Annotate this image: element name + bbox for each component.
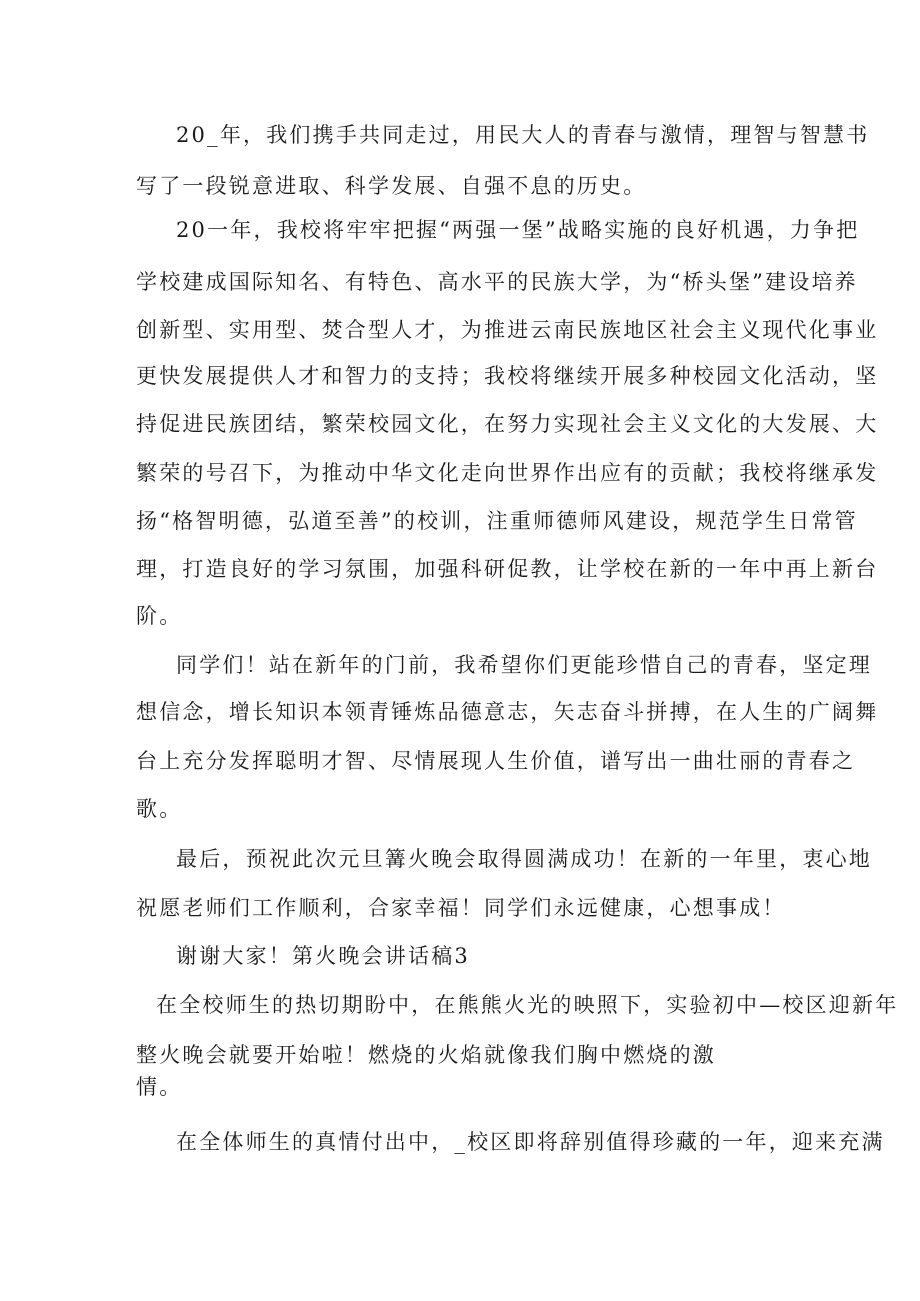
text-line-5: 创新型、实用型、焚合型人才，为推进云南民族地区社会主义现代化事业 xyxy=(136,318,879,342)
text-line-1: 20_年，我们携手共同走过，用民大人的青春与激情，理智与智慧书 xyxy=(176,123,870,147)
text-line-11: 阶。 xyxy=(136,604,183,628)
text-line-2: 写了一段锐意进取、科学发展、自强不息的历史。 xyxy=(136,174,647,198)
text-line-9: 扬“格智明德，弘道至善”的校训，注重师德师风建设，规范学生日常管 xyxy=(136,509,858,533)
text-line-15: 歌。 xyxy=(136,797,183,821)
text-line-7: 持促进民族团结，繁荣校园文化，在努力实现社会主义文化的大发展、大 xyxy=(136,412,879,436)
text-line-21: 情。 xyxy=(136,1075,183,1099)
text-line-10: 理，打造良好的学习氛围，加强科研促教，让学校在新的一年中再上新台 xyxy=(136,557,879,581)
text-line-14: 台上充分发挥聪明才智、尽情展现人生价值，谱写出一曲壮丽的青春之 xyxy=(136,749,856,773)
text-line-4: 学校建成国际知名、有特色、高水平的民族大学，为“桥头堡”建设培养 xyxy=(136,270,858,294)
text-line-13: 想信念，增长知识本领青锤炼品德意志，矢志奋斗拼搏，在人生的广阔舞 xyxy=(136,700,879,724)
text-line-16: 最后，预祝此次元旦篝火晚会取得圆满成功！在新的一年里，衷心地 xyxy=(176,847,872,871)
text-line-17: 祝愿老师们工作顺利，合家幸福！同学们永远健康，心想事成！ xyxy=(136,896,786,920)
text-line-6: 更快发展提供人才和智力的支持；我校将继续开展多种校园文化活动，坚 xyxy=(136,364,879,388)
text-line-12: 同学们！站在新年的门前，我希望你们更能珍惜自己的青春，坚定理 xyxy=(176,653,872,677)
section-heading: 谢谢大家！第火晚会讲话稿3 xyxy=(176,944,470,968)
text-line-20: 整火晚会就要开始啦！燃烧的火焰就像我们胸中燃烧的激 xyxy=(136,1043,716,1067)
text-line-22: 在全体师生的真情付出中，_校区即将辞别值得珍藏的一年，迎来充满 xyxy=(176,1130,885,1154)
text-line-19: 在全校师生的热切期盼中，在熊熊火光的映照下，实验初中—校区迎新年 xyxy=(156,993,899,1017)
text-line-8: 繁荣的号召下，为推动中华文化走向世界作出应有的贡献；我校将继承发 xyxy=(136,461,879,485)
text-line-3: 20一年，我校将牢牢把握“两强一堡”战略实施的良好机遇，力争把 xyxy=(176,218,860,242)
